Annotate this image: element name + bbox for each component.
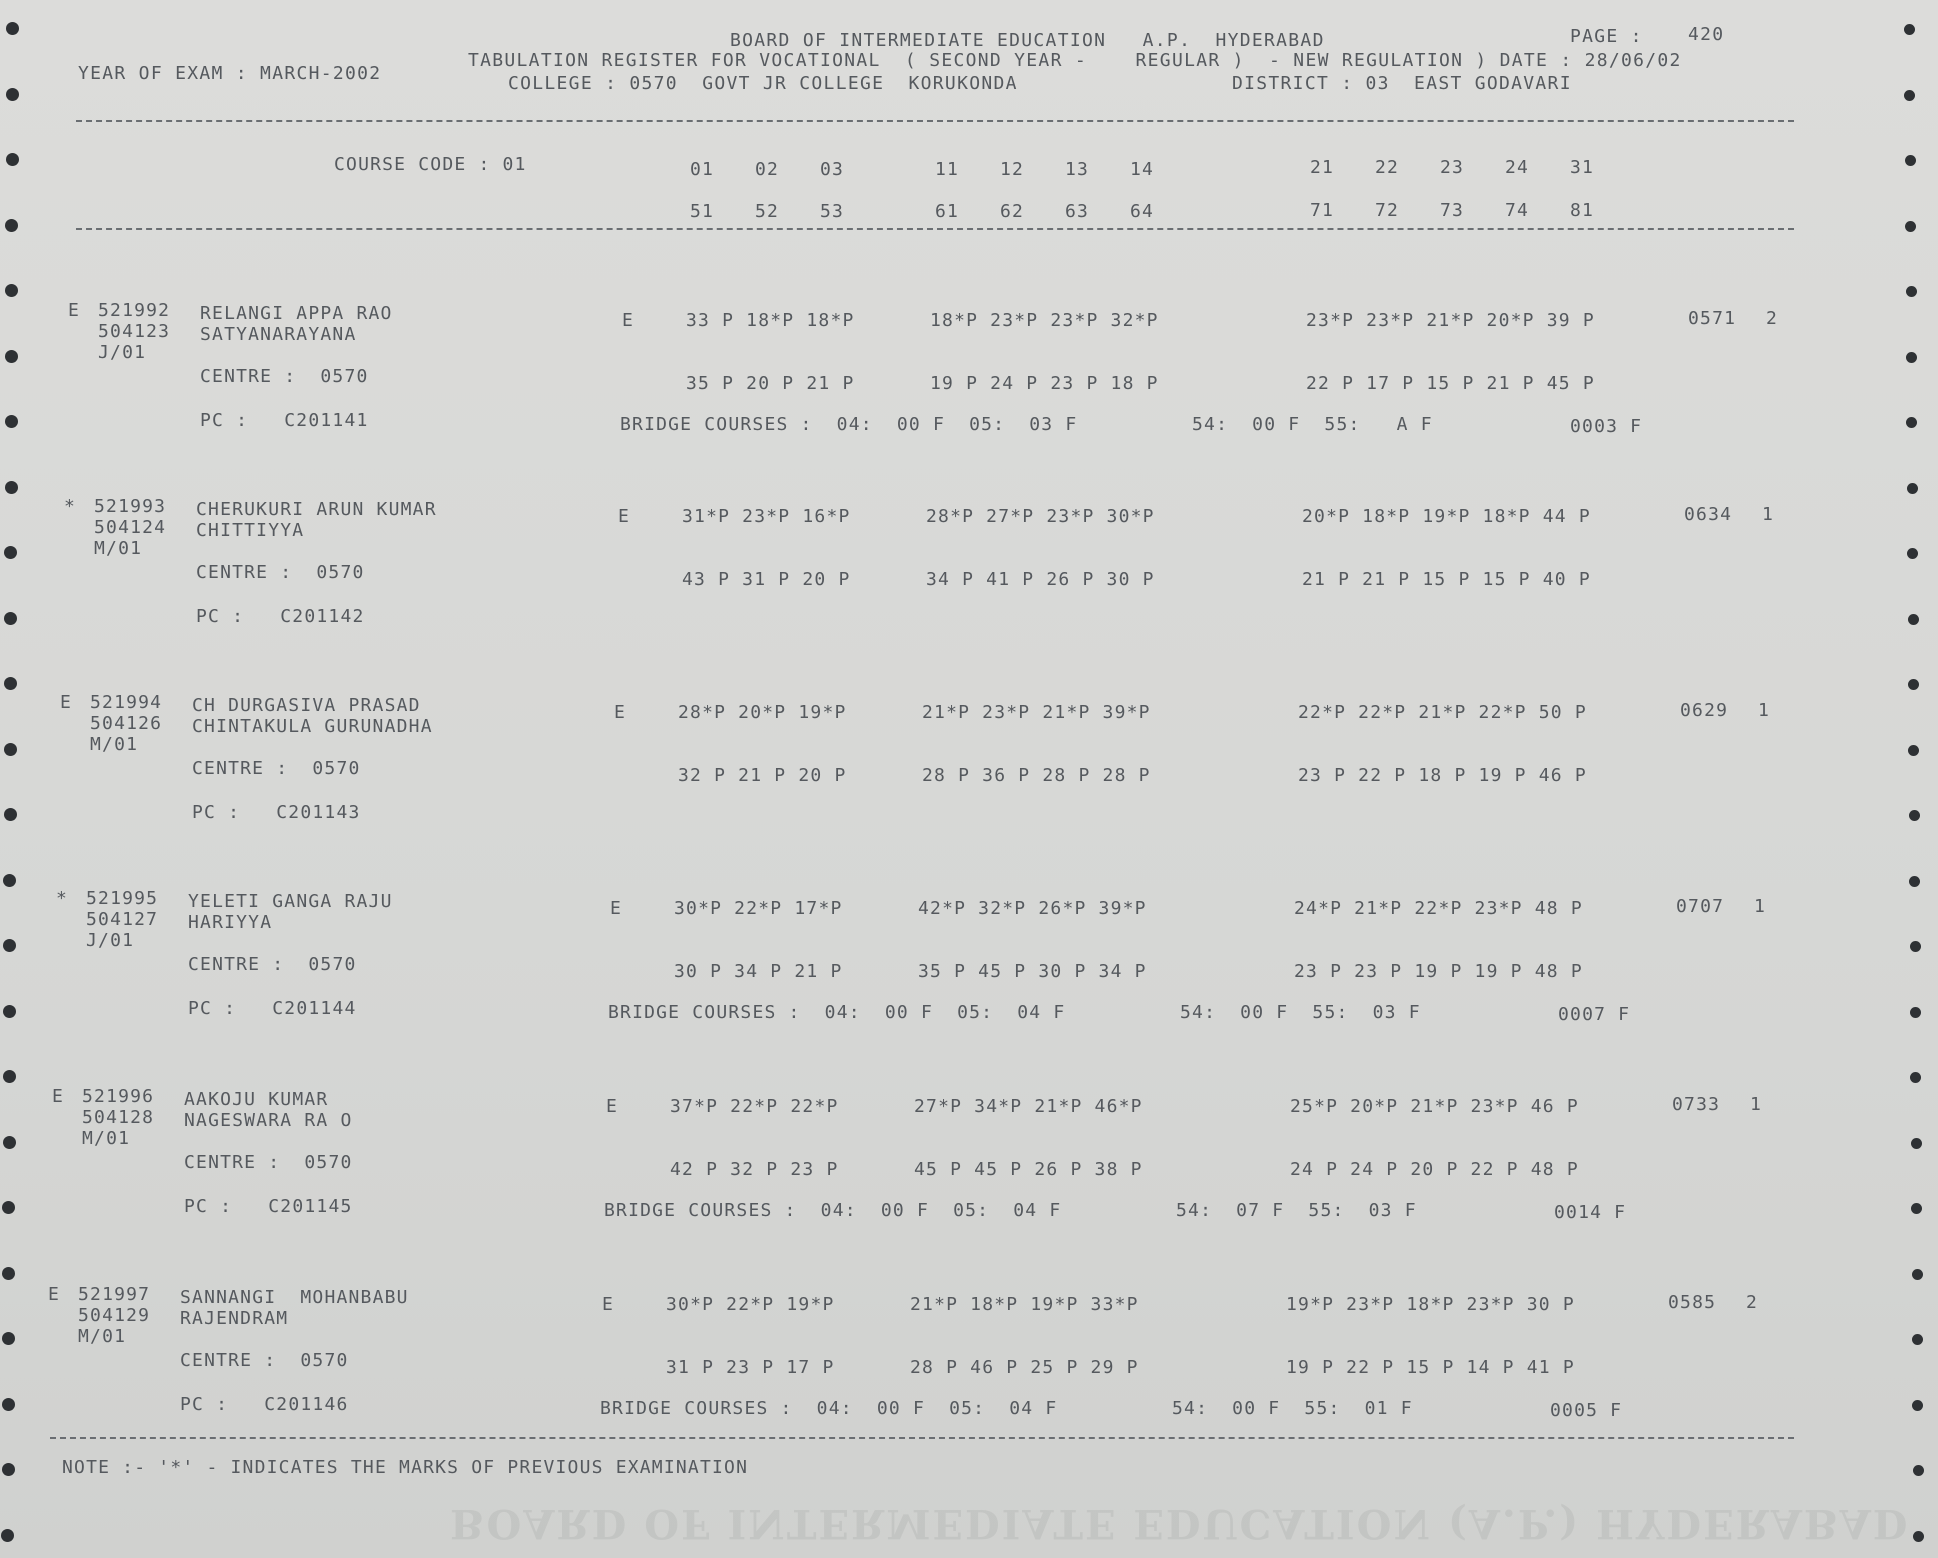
footer-rule (50, 1437, 1794, 1439)
parent-name: HARIYYA (188, 912, 273, 933)
centre-code: CENTRE : 0570 (184, 1152, 353, 1173)
marks-part2-group1: 30 P 34 P 21 P (674, 961, 843, 982)
marks-part1-group3: 20*P 18*P 19*P 18*P 44 P (1302, 506, 1591, 527)
marks-part1-group2: 21*P 18*P 19*P 33*P (910, 1294, 1139, 1315)
subject-code: 13 (1065, 159, 1090, 180)
feed-hole (1907, 548, 1918, 559)
bridge-total: 0014 F (1554, 1202, 1627, 1223)
student-name: SANNANGI MOHANBABU (180, 1287, 409, 1308)
subject-code: 03 (820, 159, 845, 180)
marks-part1-group2: 27*P 34*P 21*P 46*P (914, 1096, 1143, 1117)
bridge-courses-part2: 54: 07 F 55: 03 F (1176, 1200, 1417, 1221)
registration-no: 504123 (98, 321, 171, 342)
feed-hole (1904, 90, 1915, 101)
feed-hole (3, 1005, 16, 1018)
marks-part1-group1: 33 P 18*P 18*P (686, 310, 855, 331)
subject-code: 21 (1310, 157, 1335, 178)
hall-ticket-no: 521994 (90, 692, 163, 713)
feed-hole (2, 1332, 15, 1345)
feed-hole (1906, 286, 1917, 297)
subject-code: 53 (820, 201, 845, 222)
feed-hole (2, 1398, 15, 1411)
division: 1 (1762, 504, 1775, 525)
subject-code: 24 (1505, 157, 1530, 178)
feed-hole (5, 481, 18, 494)
feed-hole (5, 219, 18, 232)
parent-name: CHITTIYYA (196, 520, 305, 541)
feed-hole (1906, 352, 1917, 363)
feed-hole (1913, 1531, 1924, 1542)
parent-name: NAGESWARA RA O (184, 1110, 353, 1131)
feed-hole (2, 1267, 15, 1280)
bridge-courses-part2: 54: 00 F 55: 03 F (1180, 1002, 1421, 1023)
feed-hole (1909, 810, 1920, 821)
marks-part2-group3: 22 P 17 P 15 P 21 P 45 P (1306, 373, 1595, 394)
subject-code: 52 (755, 201, 780, 222)
student-mark: E (52, 1086, 65, 1107)
centre-code: CENTRE : 0570 (180, 1350, 349, 1371)
feed-hole (2, 1201, 15, 1214)
marks-part2-group2: 34 P 41 P 26 P 30 P (926, 569, 1155, 590)
marks-part2-group1: 43 P 31 P 20 P (682, 569, 851, 590)
pc-number: PC : C201145 (184, 1196, 353, 1217)
marks-part2-group3: 24 P 24 P 20 P 22 P 48 P (1290, 1159, 1579, 1180)
centre-code: CENTRE : 0570 (196, 562, 365, 583)
student-name: CH DURGASIVA PRASAD (192, 695, 421, 716)
marks-part1-group1: 30*P 22*P 19*P (666, 1294, 835, 1315)
feed-hole (1910, 1072, 1921, 1083)
subject-code: 62 (1000, 201, 1025, 222)
marks-part1-group2: 21*P 23*P 21*P 39*P (922, 702, 1151, 723)
marks-part2-group3: 19 P 22 P 15 P 14 P 41 P (1286, 1357, 1575, 1378)
student-mark: * (64, 496, 77, 517)
college-info: COLLEGE : 0570 GOVT JR COLLEGE KORUKONDA (508, 73, 1018, 94)
division: 2 (1766, 308, 1779, 329)
grand-total: 0634 (1684, 504, 1733, 525)
marks-part1-group2: 18*P 23*P 23*P 32*P (930, 310, 1159, 331)
group-code: M/01 (90, 734, 139, 755)
centre-code: CENTRE : 0570 (188, 954, 357, 975)
marks-part1-group1: 30*P 22*P 17*P (674, 898, 843, 919)
bleed-through-text: BOARD OF INTERMEDIATE EDUCATION (A.P.) HYDERABAD (450, 1500, 1910, 1547)
feed-hole (5, 350, 18, 363)
marks-part2-group2: 45 P 45 P 26 P 38 P (914, 1159, 1143, 1180)
marks-part1-group1: 31*P 23*P 16*P (682, 506, 851, 527)
bridge-courses-part2: 54: 00 F 55: A F (1192, 414, 1433, 435)
registration-no: 504129 (78, 1305, 151, 1326)
subject-code: 23 (1440, 157, 1465, 178)
registration-no: 504126 (90, 713, 163, 734)
feed-hole (3, 1136, 16, 1149)
student-name: AAKOJU KUMAR (184, 1089, 329, 1110)
hall-ticket-no: 521993 (94, 496, 167, 517)
district-info: DISTRICT : 03 EAST GODAVARI (1232, 73, 1572, 94)
marks-part1-group3: 25*P 20*P 21*P 23*P 46 P (1290, 1096, 1579, 1117)
subject-code: 22 (1375, 157, 1400, 178)
subject-code: 12 (1000, 159, 1025, 180)
course-code: COURSE CODE : 01 (334, 154, 527, 175)
subject-code: 73 (1440, 200, 1465, 221)
subject-code: 71 (1310, 200, 1335, 221)
exam-type: E (602, 1294, 615, 1315)
marks-part1-group3: 24*P 21*P 22*P 23*P 48 P (1294, 898, 1583, 919)
grand-total: 0571 (1688, 308, 1737, 329)
feed-hole (1909, 876, 1920, 887)
pc-number: PC : C201146 (180, 1394, 349, 1415)
student-name: RELANGI APPA RAO (200, 303, 393, 324)
subject-code: 02 (755, 159, 780, 180)
division: 1 (1754, 896, 1767, 917)
marks-part2-group3: 21 P 21 P 15 P 15 P 40 P (1302, 569, 1591, 590)
marks-part1-group3: 22*P 22*P 21*P 22*P 50 P (1298, 702, 1587, 723)
feed-hole (2, 1463, 15, 1476)
registration-no: 504124 (94, 517, 167, 538)
group-code: M/01 (78, 1326, 127, 1347)
feed-hole (1906, 417, 1917, 428)
subject-code: 61 (935, 201, 960, 222)
marks-part2-group3: 23 P 22 P 18 P 19 P 46 P (1298, 765, 1587, 786)
feed-hole (5, 415, 18, 428)
marks-part2-group2: 28 P 46 P 25 P 29 P (910, 1357, 1139, 1378)
register-title: TABULATION REGISTER FOR VOCATIONAL ( SECOND YEAR - REGULAR ) - NEW REGULATION ) DATE : 28/06/02 (468, 50, 1682, 71)
feed-hole (1907, 483, 1918, 494)
feed-hole (6, 88, 19, 101)
bridge-total: 0005 F (1550, 1400, 1623, 1421)
division: 1 (1750, 1094, 1763, 1115)
student-mark: * (56, 888, 69, 909)
exam-year: YEAR OF EXAM : MARCH-2002 (78, 63, 382, 84)
group-code: M/01 (94, 538, 143, 559)
feed-hole (1913, 1465, 1924, 1476)
footnote: NOTE :- '*' - INDICATES THE MARKS OF PREVIOUS EXAMINATION (62, 1457, 749, 1478)
bridge-total: 0007 F (1558, 1004, 1631, 1025)
feed-hole (1911, 1203, 1922, 1214)
marks-part1-group3: 23*P 23*P 21*P 20*P 39 P (1306, 310, 1595, 331)
subject-code: 74 (1505, 200, 1530, 221)
feed-hole (5, 284, 18, 297)
registration-no: 504127 (86, 909, 159, 930)
subject-code: 51 (690, 201, 715, 222)
hall-ticket-no: 521996 (82, 1086, 155, 1107)
feed-hole (1912, 1269, 1923, 1280)
student-mark: E (68, 300, 81, 321)
subject-code: 63 (1065, 201, 1090, 222)
parent-name: RAJENDRAM (180, 1308, 289, 1329)
marks-part2-group1: 32 P 21 P 20 P (678, 765, 847, 786)
student-mark: E (60, 692, 73, 713)
centre-code: CENTRE : 0570 (200, 366, 369, 387)
bridge-courses: BRIDGE COURSES : 04: 00 F 05: 03 F (620, 414, 1078, 435)
exam-type: E (606, 1096, 619, 1117)
marks-part1-group1: 37*P 22*P 22*P (670, 1096, 839, 1117)
feed-hole (4, 743, 17, 756)
subject-code: 72 (1375, 200, 1400, 221)
registration-no: 504128 (82, 1107, 155, 1128)
marks-part2-group3: 23 P 23 P 19 P 19 P 48 P (1294, 961, 1583, 982)
marks-part2-group2: 28 P 36 P 28 P 28 P (922, 765, 1151, 786)
pc-number: PC : C201144 (188, 998, 357, 1019)
bridge-courses-part2: 54: 00 F 55: 01 F (1172, 1398, 1413, 1419)
feed-hole (1908, 614, 1919, 625)
feed-hole (1912, 1334, 1923, 1345)
division: 1 (1758, 700, 1771, 721)
grand-total: 0629 (1680, 700, 1729, 721)
board-title: BOARD OF INTERMEDIATE EDUCATION A.P. HYDERABAD (730, 30, 1325, 51)
subject-code: 14 (1130, 159, 1155, 180)
feed-hole (4, 546, 17, 559)
grand-total: 0733 (1672, 1094, 1721, 1115)
group-code: J/01 (98, 342, 147, 363)
student-name: YELETI GANGA RAJU (188, 891, 393, 912)
subject-code: 31 (1570, 157, 1595, 178)
feed-hole (1908, 679, 1919, 690)
parent-name: CHINTAKULA GURUNADHA (192, 716, 433, 737)
hall-ticket-no: 521997 (78, 1284, 151, 1305)
exam-type: E (614, 702, 627, 723)
feed-hole (3, 874, 16, 887)
marks-part1-group2: 42*P 32*P 26*P 39*P (918, 898, 1147, 919)
page-number: 420 (1688, 24, 1725, 45)
feed-hole (4, 677, 17, 690)
hall-ticket-no: 521992 (98, 300, 171, 321)
exam-type: E (622, 310, 635, 331)
feed-hole (6, 22, 19, 35)
feed-hole (3, 1070, 16, 1083)
feed-hole (1912, 1400, 1923, 1411)
subject-code: 81 (1570, 200, 1595, 221)
hall-ticket-no: 521995 (86, 888, 159, 909)
feed-hole (4, 612, 17, 625)
exam-type: E (610, 898, 623, 919)
marks-part2-group1: 35 P 20 P 21 P (686, 373, 855, 394)
parent-name: SATYANARAYANA (200, 324, 357, 345)
feed-hole (1911, 1138, 1922, 1149)
bridge-courses: BRIDGE COURSES : 04: 00 F 05: 04 F (600, 1398, 1058, 1419)
pc-number: PC : C201142 (196, 606, 365, 627)
marks-part2-group2: 35 P 45 P 30 P 34 P (918, 961, 1147, 982)
marks-part2-group1: 31 P 23 P 17 P (666, 1357, 835, 1378)
feed-hole (3, 939, 16, 952)
header-rule (76, 120, 1794, 122)
pc-number: PC : C201141 (200, 410, 369, 431)
division: 2 (1746, 1292, 1759, 1313)
bridge-courses: BRIDGE COURSES : 04: 00 F 05: 04 F (604, 1200, 1062, 1221)
marks-part1-group3: 19*P 23*P 18*P 23*P 30 P (1286, 1294, 1575, 1315)
marks-part2-group1: 42 P 32 P 23 P (670, 1159, 839, 1180)
feed-hole (6, 153, 19, 166)
group-code: J/01 (86, 930, 135, 951)
pc-number: PC : C201143 (192, 802, 361, 823)
marks-part1-group2: 28*P 27*P 23*P 30*P (926, 506, 1155, 527)
marks-part2-group2: 19 P 24 P 23 P 18 P (930, 373, 1159, 394)
feed-hole (1908, 745, 1919, 756)
group-code: M/01 (82, 1128, 131, 1149)
grand-total: 0585 (1668, 1292, 1717, 1313)
bridge-courses: BRIDGE COURSES : 04: 00 F 05: 04 F (608, 1002, 1066, 1023)
student-mark: E (48, 1284, 61, 1305)
grand-total: 0707 (1676, 896, 1725, 917)
centre-code: CENTRE : 0570 (192, 758, 361, 779)
exam-type: E (618, 506, 631, 527)
feed-hole (1910, 941, 1921, 952)
subject-code: 01 (690, 159, 715, 180)
feed-hole (4, 808, 17, 821)
student-name: CHERUKURI ARUN KUMAR (196, 499, 437, 520)
bridge-total: 0003 F (1570, 416, 1643, 437)
marks-part1-group1: 28*P 20*P 19*P (678, 702, 847, 723)
page-label: PAGE : (1570, 26, 1643, 47)
subject-code: 64 (1130, 201, 1155, 222)
column-header-rule (76, 228, 1794, 230)
feed-hole (1905, 221, 1916, 232)
feed-hole (1910, 1007, 1921, 1018)
feed-hole (1904, 24, 1915, 35)
feed-hole (1905, 155, 1916, 166)
subject-code: 11 (935, 159, 960, 180)
feed-hole (1, 1529, 14, 1542)
